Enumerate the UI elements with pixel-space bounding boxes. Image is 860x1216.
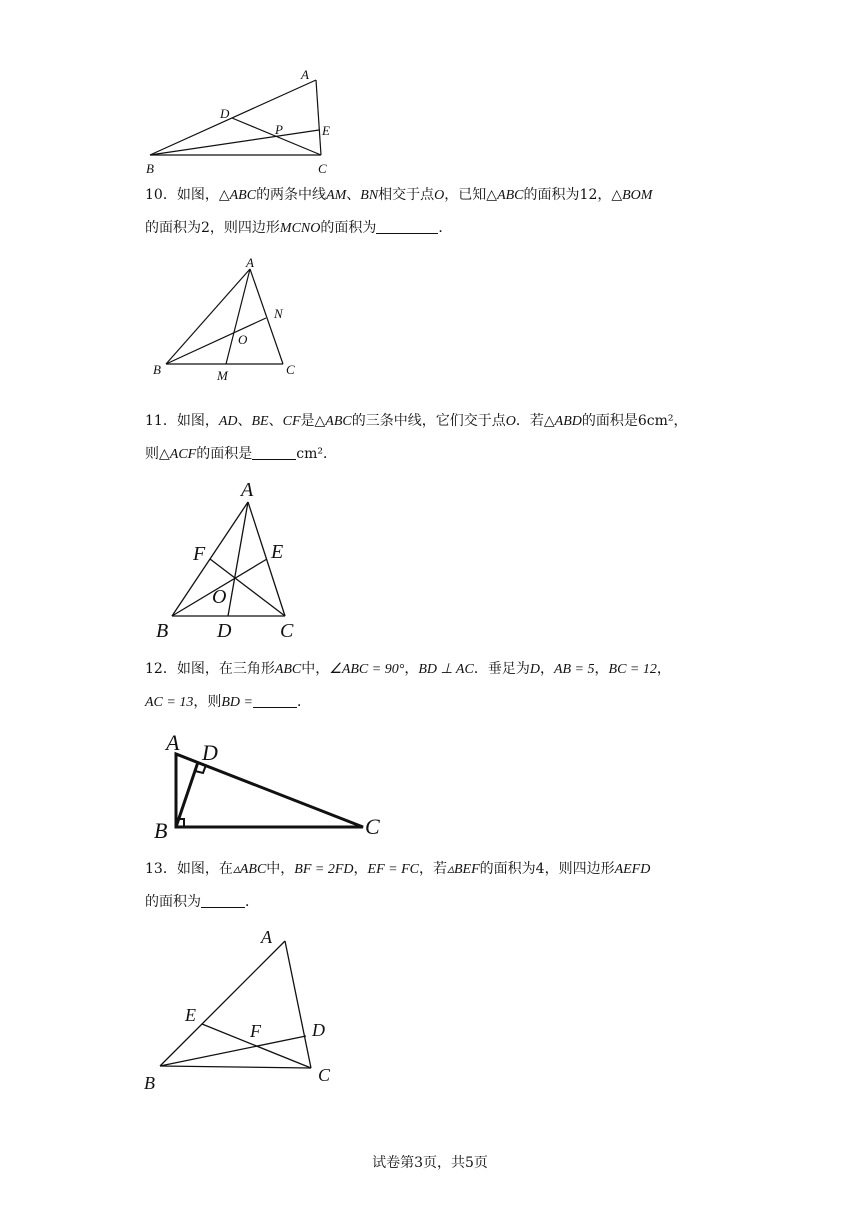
- question-10: [145, 179, 725, 245]
- text: ．垂足为: [473, 661, 530, 677]
- var: ABD: [554, 414, 582, 429]
- answer-blank[interactable]: [253, 693, 297, 708]
- label-B: B: [156, 620, 169, 642]
- text: 的面积是6cm²，: [581, 413, 688, 429]
- text: ，: [353, 861, 368, 877]
- text: 相交于点: [378, 187, 435, 203]
- label-D: D: [217, 620, 232, 642]
- text: ，: [656, 661, 671, 677]
- var: MCNO: [279, 221, 321, 236]
- label-C: C: [365, 814, 380, 839]
- var: ▵ABC: [232, 862, 267, 877]
- label-A: A: [261, 927, 272, 947]
- var: AM: [326, 188, 347, 203]
- var: ABC: [229, 188, 257, 203]
- formula: BD =: [221, 695, 253, 710]
- text: ．: [438, 220, 453, 236]
- label-D: D: [220, 106, 230, 121]
- var: CF: [282, 414, 301, 429]
- label-A: A: [301, 67, 309, 82]
- label-C: C: [286, 362, 295, 377]
- label-E: E: [322, 123, 330, 138]
- label-F: F: [193, 543, 206, 565]
- label-E: E: [185, 1005, 196, 1025]
- text: ，若: [418, 861, 447, 877]
- question-11-line-1: [145, 405, 725, 438]
- var: D: [529, 662, 540, 677]
- answer-blank[interactable]: [376, 219, 438, 234]
- text: 的面积为2，则四边形: [145, 220, 280, 236]
- label-B: B: [154, 818, 168, 843]
- var: BE: [251, 414, 269, 429]
- formula: BF = 2FD: [294, 862, 354, 877]
- text: 、: [268, 413, 283, 429]
- question-11: [145, 405, 725, 471]
- figure-q12-right-triangle: [150, 728, 400, 843]
- text: ．若△: [515, 413, 555, 429]
- question-number: 13．: [145, 861, 177, 877]
- question-number: 12．: [145, 661, 177, 677]
- question-13-line-1: [145, 853, 725, 886]
- figure-q13-triangle: [140, 922, 360, 1097]
- label-O: O: [212, 586, 227, 608]
- label-B: B: [153, 362, 161, 377]
- text: ，已知△: [444, 187, 498, 203]
- var: BN: [360, 188, 379, 203]
- label-O: O: [238, 332, 248, 347]
- answer-blank[interactable]: [201, 893, 245, 908]
- text: ，: [539, 661, 554, 677]
- text: 的面积为: [320, 220, 377, 236]
- figure-q10-triangle: [148, 252, 308, 384]
- var: ▵BEF: [446, 862, 480, 877]
- var: O: [505, 414, 516, 429]
- text: 的面积是: [196, 446, 253, 462]
- question-number: 11．: [145, 413, 177, 429]
- label-A: A: [246, 255, 254, 270]
- question-10-line-2: [145, 212, 725, 245]
- text: 是△: [300, 413, 326, 429]
- text: 则△: [145, 446, 170, 462]
- text: ．: [296, 694, 311, 710]
- label-P: P: [275, 122, 283, 137]
- label-B: B: [146, 161, 154, 176]
- var: ABC: [325, 414, 352, 429]
- text: 如图，在三角形: [176, 661, 275, 677]
- question-13: [145, 853, 725, 919]
- question-number: 10．: [145, 187, 177, 203]
- text: ，: [404, 661, 419, 677]
- question-10-line-1: [145, 179, 725, 212]
- label-E: E: [271, 541, 284, 563]
- text: cm²．: [296, 446, 337, 462]
- label-D: D: [312, 1020, 325, 1040]
- formula: EF = FC: [367, 862, 419, 877]
- figure-q11-triangle: [150, 474, 320, 644]
- question-11-line-2: [145, 438, 725, 471]
- var: O: [434, 188, 445, 203]
- formula: AB = 5: [553, 662, 595, 677]
- text: 的两条中线: [256, 187, 327, 203]
- text: 如图，: [176, 413, 219, 429]
- var: AD: [218, 414, 238, 429]
- var: BOM: [622, 188, 653, 203]
- text: 的面积为4，则四边形: [479, 861, 615, 877]
- text: 的面积为: [145, 894, 201, 910]
- question-12-line-1: [145, 653, 725, 686]
- var: AEFD: [614, 862, 651, 877]
- formula: ∠ABC = 90°: [329, 662, 405, 677]
- text: ，则: [193, 694, 222, 710]
- label-B: B: [144, 1073, 155, 1093]
- label-C: C: [318, 1065, 331, 1085]
- label-A: A: [241, 479, 254, 501]
- question-13-line-2: [145, 886, 725, 919]
- answer-blank[interactable]: [252, 445, 296, 460]
- text: ，: [594, 661, 609, 677]
- text: 如图，在: [176, 861, 233, 877]
- formula: AC = 13: [145, 695, 194, 710]
- label-C: C: [280, 620, 294, 642]
- text: 的面积为12，△: [523, 187, 623, 203]
- label-M: M: [217, 368, 228, 383]
- text: 中，: [266, 861, 295, 877]
- label-C: C: [318, 161, 327, 176]
- label-N: N: [274, 306, 283, 321]
- text: 、: [346, 187, 361, 203]
- var: ABC: [497, 188, 524, 203]
- text: 的三条中线，它们交于点: [351, 413, 506, 429]
- formula: BC = 12: [608, 662, 657, 677]
- var: ABC: [274, 662, 302, 677]
- var: ACF: [169, 447, 197, 462]
- question-12: [145, 653, 725, 719]
- text: 中，: [301, 661, 330, 677]
- question-12-line-2: [145, 686, 725, 719]
- text: 如图，△: [176, 187, 230, 203]
- formula: BD ⊥ AC: [418, 662, 474, 677]
- label-A: A: [166, 730, 180, 755]
- label-D: D: [202, 740, 218, 765]
- page-footer: 试卷第3页，共5页: [372, 1155, 488, 1171]
- text: 、: [237, 413, 252, 429]
- label-F: F: [250, 1021, 261, 1041]
- text: ．: [245, 894, 259, 910]
- figure-top-triangle: [140, 62, 340, 180]
